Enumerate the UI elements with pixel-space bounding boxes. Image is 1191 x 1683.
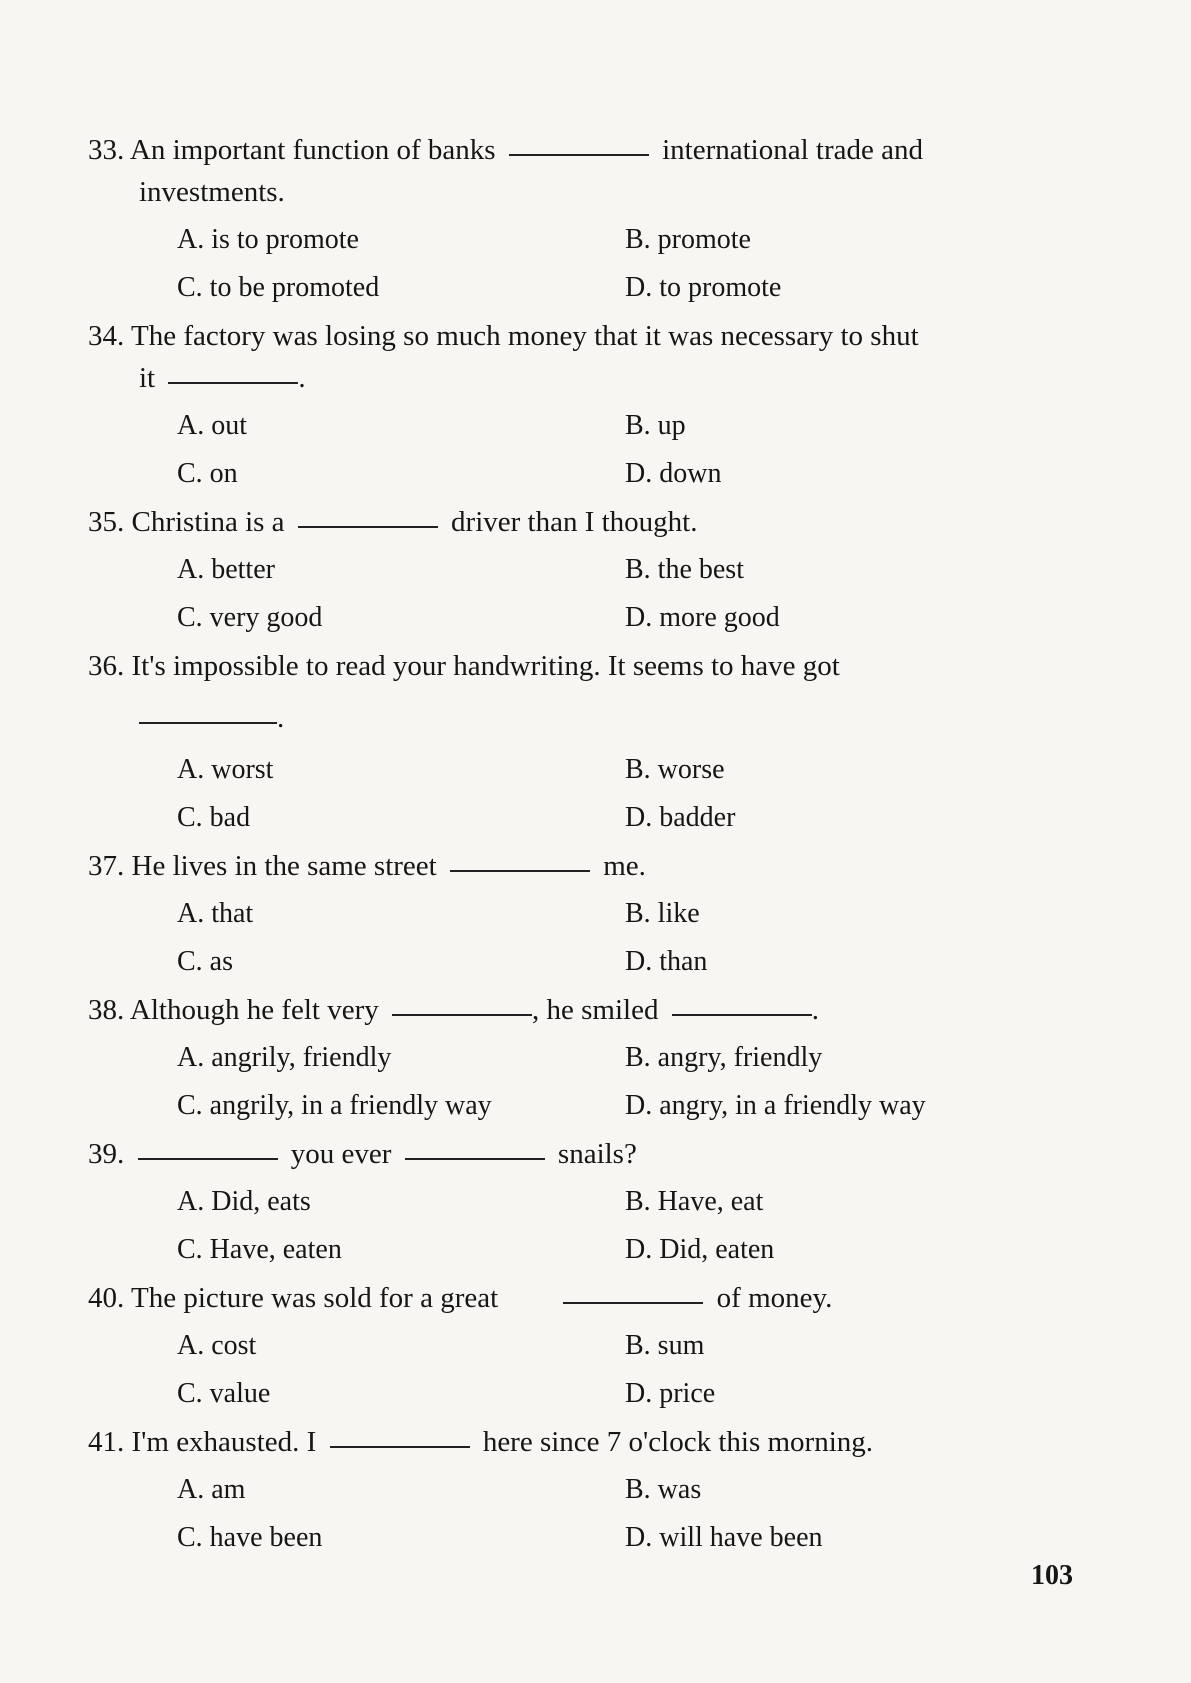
option-b: B. promote xyxy=(625,224,751,255)
question-text: you ever xyxy=(290,1138,392,1170)
option-b: B. up xyxy=(625,410,686,441)
option-c: C. value xyxy=(177,1378,271,1409)
question-34 xyxy=(88,312,1088,402)
option-a: A. out xyxy=(177,410,247,441)
answer-blank xyxy=(405,1157,545,1160)
question-number: 35. xyxy=(88,506,125,538)
option-b: B. was xyxy=(625,1474,702,1505)
option-a: A. is to promote xyxy=(177,224,359,255)
exercise-page xyxy=(88,126,1088,1562)
question-text: It's impossible to read your handwriting. It seems to have got xyxy=(131,650,840,682)
option-d: D. than xyxy=(625,946,708,977)
option-c: C. angrily, in a friendly way xyxy=(177,1090,492,1121)
options-41 xyxy=(88,1466,1088,1562)
question-text: here since 7 o'clock this morning. xyxy=(482,1426,873,1458)
question-38 xyxy=(88,986,1088,1034)
page-number: 103 xyxy=(1031,1560,1073,1591)
answer-blank xyxy=(392,1013,532,1016)
question-number: 38. xyxy=(88,994,125,1026)
options-40 xyxy=(88,1322,1088,1418)
option-a: A. worst xyxy=(177,754,274,785)
answer-blank xyxy=(450,869,590,872)
option-a: A. angrily, friendly xyxy=(177,1042,392,1073)
option-c: C. bad xyxy=(177,802,251,833)
answer-blank xyxy=(139,721,277,724)
option-a: A. that xyxy=(177,898,254,929)
options-38 xyxy=(88,1034,1088,1130)
question-number: 33. xyxy=(88,134,125,166)
option-d: D. more good xyxy=(625,602,780,633)
option-c: C. to be promoted xyxy=(177,272,380,303)
options-34 xyxy=(88,402,1088,498)
option-c: C. on xyxy=(177,458,238,489)
question-33 xyxy=(88,126,1088,216)
question-36 xyxy=(88,642,1088,742)
question-number: 34. xyxy=(88,320,125,352)
question-text: I'm exhausted. I xyxy=(131,1426,317,1458)
answer-blank xyxy=(672,1013,812,1016)
option-b: B. worse xyxy=(625,754,725,785)
option-c: C. have been xyxy=(177,1522,323,1553)
option-c: C. as xyxy=(177,946,233,977)
option-b: B. sum xyxy=(625,1330,705,1361)
option-b: B. like xyxy=(625,898,700,929)
options-36 xyxy=(88,746,1088,842)
option-b: B. Have, eat xyxy=(625,1186,764,1217)
option-a: A. cost xyxy=(177,1330,257,1361)
question-number: 40. xyxy=(88,1282,125,1314)
question-text: The picture was sold for a great xyxy=(130,1282,499,1314)
question-number: 37. xyxy=(88,850,125,882)
answer-blank xyxy=(509,153,649,156)
question-text: Although he felt very xyxy=(129,994,379,1026)
options-33 xyxy=(88,216,1088,312)
option-b: B. angry, friendly xyxy=(625,1042,823,1073)
option-d: D. price xyxy=(625,1378,716,1409)
option-d: D. will have been xyxy=(625,1522,823,1553)
question-number: 41. xyxy=(88,1426,125,1458)
option-d: D. down xyxy=(625,458,722,489)
question-text: An important function of banks xyxy=(129,134,496,166)
question-text: international trade and xyxy=(662,134,923,166)
options-39 xyxy=(88,1178,1088,1274)
option-c: C. Have, eaten xyxy=(177,1234,342,1265)
question-number: 36. xyxy=(88,650,125,682)
question-text: He lives in the same street xyxy=(131,850,437,882)
question-text: . xyxy=(298,362,306,394)
answer-blank xyxy=(298,525,438,528)
option-d: D. badder xyxy=(625,802,736,833)
question-text: Christina is a xyxy=(131,506,285,538)
answer-blank xyxy=(138,1157,278,1160)
question-text: . xyxy=(277,702,285,734)
answer-blank xyxy=(330,1445,470,1448)
question-number: 39. xyxy=(88,1138,125,1170)
question-continuation: investments. xyxy=(139,176,285,208)
question-text: The factory was losing so much money that it was necessary to shut xyxy=(130,320,919,352)
option-c: C. very good xyxy=(177,602,323,633)
question-text: snails? xyxy=(557,1138,637,1170)
options-35 xyxy=(88,546,1088,642)
option-a: A. am xyxy=(177,1474,246,1505)
option-d: D. Did, eaten xyxy=(625,1234,775,1265)
question-text: . xyxy=(811,994,819,1026)
answer-blank xyxy=(563,1301,703,1304)
question-39 xyxy=(88,1130,1088,1178)
option-a: A. better xyxy=(177,554,275,585)
question-text: , he smiled xyxy=(532,994,659,1026)
question-41 xyxy=(88,1418,1088,1466)
question-text: driver than I thought. xyxy=(451,506,698,538)
question-35 xyxy=(88,498,1088,546)
question-37 xyxy=(88,842,1088,890)
options-37 xyxy=(88,890,1088,986)
question-40 xyxy=(88,1274,1088,1322)
answer-blank xyxy=(168,381,298,384)
option-d: D. angry, in a friendly way xyxy=(625,1090,926,1121)
question-text: of money. xyxy=(716,1282,833,1314)
option-a: A. Did, eats xyxy=(177,1186,311,1217)
question-text: me. xyxy=(603,850,646,882)
question-continuation: it xyxy=(139,362,156,394)
option-b: B. the best xyxy=(625,554,744,585)
option-d: D. to promote xyxy=(625,272,782,303)
